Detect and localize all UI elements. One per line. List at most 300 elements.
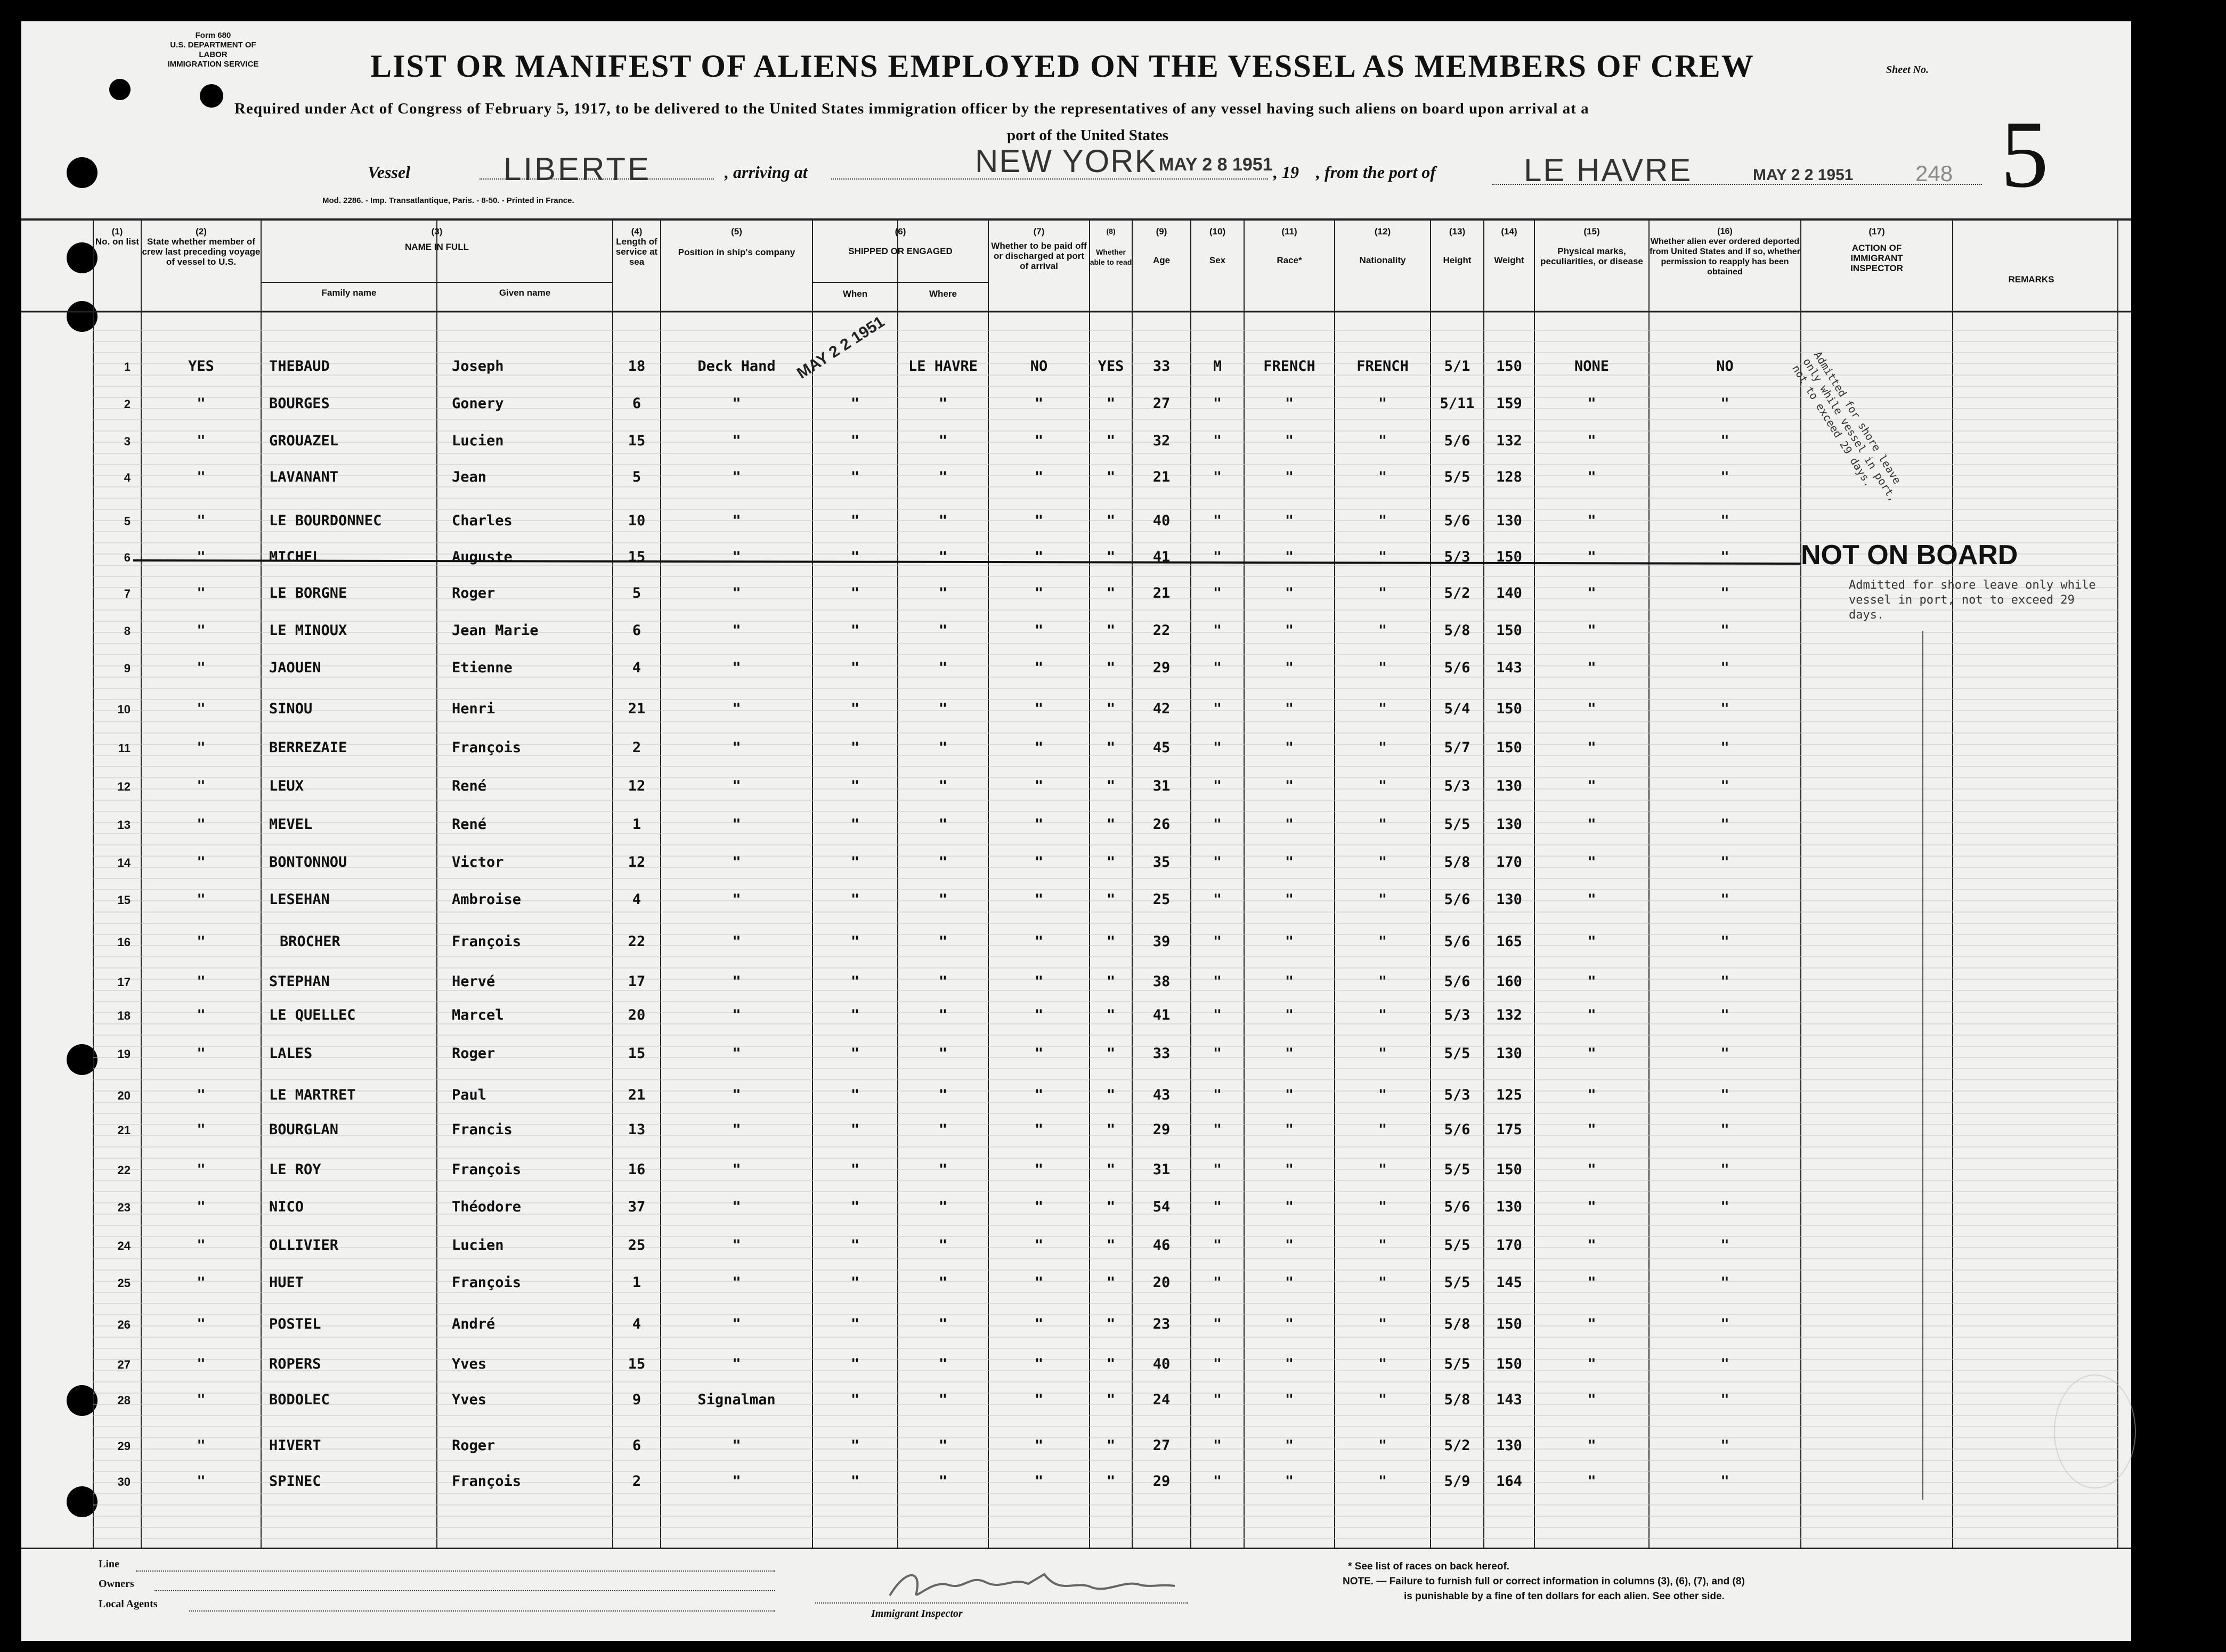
year-suffix: , 19	[1273, 162, 1299, 182]
age-cell: 26	[1152, 816, 1171, 833]
remarks-pencil-line	[1922, 631, 1923, 1500]
row-number: 9	[124, 662, 131, 675]
weight-cell: 143	[1496, 1391, 1522, 1408]
paid-off-cell: "	[1034, 891, 1044, 908]
previous-voyage-cell: "	[197, 933, 206, 950]
family-name-cell: LEUX	[269, 778, 304, 794]
previous-voyage-cell: "	[197, 512, 206, 529]
service-length-cell: 5	[632, 469, 641, 485]
service-length-cell: 17	[628, 973, 646, 990]
given-name-cell: François	[452, 1161, 522, 1178]
row-number: 2	[124, 397, 131, 411]
position-cell: "	[732, 622, 741, 639]
position-cell: "	[732, 1121, 741, 1138]
row-number: 19	[117, 1047, 131, 1061]
shipped-when-cell: "	[850, 1237, 860, 1254]
col-header-3: (3) NAME IN FULL	[405, 226, 469, 252]
seal-impression	[2054, 1374, 2136, 1488]
race-cell: "	[1285, 701, 1294, 717]
paid-off-cell: "	[1034, 433, 1044, 449]
given-name-cell: René	[452, 816, 487, 833]
row-number: 17	[117, 975, 131, 989]
nationality-cell: "	[1378, 1316, 1387, 1332]
service-length-cell: 6	[632, 395, 641, 412]
shipped-when-cell: "	[850, 1045, 860, 1062]
nationality-cell: "	[1378, 469, 1387, 485]
weight-cell: 130	[1496, 778, 1522, 794]
able-to-read-cell: "	[1106, 701, 1116, 717]
paid-off-cell: "	[1034, 1316, 1044, 1332]
able-to-read-cell: "	[1106, 1161, 1116, 1178]
race-cell: "	[1285, 739, 1294, 756]
physical-marks-cell: "	[1587, 1087, 1596, 1103]
previous-voyage-cell: "	[197, 469, 206, 485]
able-to-read-cell: "	[1106, 395, 1116, 412]
col-header-remarks: REMARKS	[2008, 274, 2054, 284]
paid-off-cell: "	[1034, 778, 1044, 794]
service-length-cell: 9	[632, 1391, 641, 1408]
family-name-cell: BOURGES	[269, 395, 330, 412]
physical-marks-cell: "	[1587, 816, 1596, 833]
able-to-read-cell: "	[1106, 549, 1116, 565]
row-number: 3	[124, 435, 131, 448]
shipped-when-cell: "	[850, 660, 860, 676]
when-header: When	[842, 289, 868, 299]
nationality-cell: "	[1378, 1045, 1387, 1062]
age-cell: 21	[1152, 469, 1171, 485]
row-number: 13	[117, 818, 131, 832]
arrival-date-stamp: MAY 2 8 1951	[1159, 154, 1273, 175]
weight-cell: 132	[1496, 1007, 1522, 1023]
deported-cell: "	[1720, 973, 1729, 990]
able-to-read-cell: "	[1106, 933, 1116, 950]
row-number: 1	[124, 360, 131, 373]
height-cell: 5/3	[1444, 1007, 1471, 1023]
previous-voyage-cell: "	[197, 1161, 206, 1178]
shipped-date-stamp: MAY 2 2 1951	[794, 313, 888, 383]
row-number: 14	[117, 856, 131, 869]
shipped-where-cell: "	[938, 973, 948, 990]
row-number: 23	[117, 1201, 131, 1214]
weight-cell: 130	[1496, 1199, 1522, 1215]
position-cell: "	[732, 891, 741, 908]
shipped-where-cell: "	[938, 854, 948, 870]
service-length-cell: 6	[632, 1437, 641, 1454]
col-header-2: (2) State whether member of crew last preceding voyage of vessel to U.S.	[142, 226, 261, 267]
given-name-cell: André	[452, 1316, 495, 1332]
shipped-when-cell: "	[850, 778, 860, 794]
physical-marks-cell: "	[1587, 933, 1596, 950]
sex-cell: M	[1213, 358, 1222, 375]
weight-cell: 150	[1496, 739, 1522, 756]
able-to-read-cell: YES	[1098, 358, 1124, 375]
weight-cell: 150	[1496, 358, 1522, 375]
shore-leave-stamp: Admitted for shore leave only while vessel in port, not to exceed 29 days.	[1789, 349, 1904, 504]
weight-cell: 150	[1496, 1161, 1522, 1178]
row-number: 15	[117, 893, 131, 907]
previous-voyage-cell: "	[197, 660, 206, 676]
previous-voyage-cell: "	[197, 585, 206, 601]
sex-cell: "	[1213, 1237, 1222, 1254]
given-name-cell: René	[452, 778, 487, 794]
shipped-where-cell: "	[938, 1087, 948, 1103]
weight-cell: 150	[1496, 622, 1522, 639]
height-cell: 5/3	[1444, 549, 1471, 565]
position-cell: "	[732, 660, 741, 676]
weight-cell: 130	[1496, 816, 1522, 833]
paid-off-cell: "	[1034, 1007, 1044, 1023]
paid-off-cell: "	[1034, 1356, 1044, 1372]
able-to-read-cell: "	[1106, 1316, 1116, 1332]
not-on-board-stamp: NOT ON BOARD	[1801, 540, 2018, 571]
age-cell: 43	[1152, 1087, 1171, 1103]
shipped-where-cell: "	[938, 622, 948, 639]
given-name-cell: Henri	[452, 701, 495, 717]
weight-cell: 160	[1496, 973, 1522, 990]
penalty-note-2: is punishable by a fine of ten dollars for each alien. See other side.	[1404, 1591, 1725, 1602]
family-name-header: Family name	[321, 288, 377, 298]
nationality-cell: FRENCH	[1356, 358, 1409, 375]
col-header-7: (7) Whether to be paid off or discharged at port of arrival	[991, 226, 1087, 271]
race-cell: "	[1285, 433, 1294, 449]
shipped-where-cell: "	[938, 512, 948, 529]
service-length-cell: 20	[628, 1007, 646, 1023]
sex-cell: "	[1213, 1199, 1222, 1215]
age-cell: 38	[1152, 973, 1171, 990]
shipped-when-cell: "	[850, 1473, 860, 1490]
age-cell: 39	[1152, 933, 1171, 950]
physical-marks-cell: "	[1587, 1473, 1596, 1490]
weight-cell: 143	[1496, 660, 1522, 676]
previous-voyage-cell: "	[197, 433, 206, 449]
where-header: Where	[929, 289, 957, 299]
nationality-cell: "	[1378, 933, 1387, 950]
service-length-cell: 6	[632, 622, 641, 639]
previous-voyage-cell: "	[197, 622, 206, 639]
previous-voyage-cell: "	[197, 1007, 206, 1023]
height-cell: 5/6	[1444, 1121, 1471, 1138]
position-cell: "	[732, 1161, 741, 1178]
shipped-when-cell: "	[850, 1437, 860, 1454]
sex-cell: "	[1213, 1473, 1222, 1490]
previous-voyage-cell: "	[197, 1274, 206, 1291]
shipped-where-cell: "	[938, 1316, 948, 1332]
row-number: 4	[124, 471, 131, 484]
shipped-when-cell: "	[850, 891, 860, 908]
race-cell: "	[1285, 1437, 1294, 1454]
shipped-when-cell: "	[850, 469, 860, 485]
family-name-cell: LE QUELLEC	[269, 1007, 356, 1023]
given-name-cell: Yves	[452, 1356, 487, 1372]
physical-marks-cell: "	[1587, 891, 1596, 908]
races-note: * See list of races on back hereof.	[1348, 1561, 1510, 1572]
service-length-cell: 16	[628, 1161, 646, 1178]
family-name-cell: HUET	[269, 1274, 304, 1291]
family-name-cell: SPINEC	[269, 1473, 321, 1490]
race-cell: "	[1285, 660, 1294, 676]
position-cell: "	[732, 1274, 741, 1291]
given-name-cell: Auguste	[452, 549, 513, 565]
given-name-cell: Yves	[452, 1391, 487, 1408]
service-length-cell: 2	[632, 1473, 641, 1490]
shipped-when-cell: "	[850, 933, 860, 950]
weight-cell: 159	[1496, 395, 1522, 412]
position-cell: "	[732, 854, 741, 870]
shipped-where-cell: "	[938, 1473, 948, 1490]
position-cell: Signalman	[697, 1391, 776, 1408]
physical-marks-cell: "	[1587, 1437, 1596, 1454]
shipped-when-cell: "	[850, 585, 860, 601]
previous-voyage-cell: "	[197, 854, 206, 870]
physical-marks-cell: "	[1587, 660, 1596, 676]
arrival-port: NEW YORK	[975, 143, 1157, 179]
shipped-when-cell: "	[850, 549, 860, 565]
shipped-where-cell: "	[938, 1437, 948, 1454]
paid-off-cell: "	[1034, 1161, 1044, 1178]
height-cell: 5/3	[1444, 1087, 1471, 1103]
height-cell: 5/5	[1444, 1237, 1471, 1254]
shipped-where-cell: LE HAVRE	[908, 358, 978, 375]
height-cell: 5/6	[1444, 433, 1471, 449]
sex-cell: "	[1213, 622, 1222, 639]
previous-voyage-cell: "	[197, 1199, 206, 1215]
requirement-line: Required under Act of Congress of February 5, 1917, to be delivered to the United States immigration officer by the representatives of any vessel having such aliens on board upon arrival at a	[234, 100, 1589, 117]
sex-cell: "	[1213, 1356, 1222, 1372]
service-length-cell: 12	[628, 778, 646, 794]
able-to-read-cell: "	[1106, 622, 1116, 639]
line-label: Line	[99, 1558, 119, 1570]
age-cell: 32	[1152, 433, 1171, 449]
race-cell: "	[1285, 622, 1294, 639]
physical-marks-cell: "	[1587, 1199, 1596, 1215]
position-cell: "	[732, 1045, 741, 1062]
sex-cell: "	[1213, 585, 1222, 601]
able-to-read-cell: "	[1106, 739, 1116, 756]
nationality-cell: "	[1378, 433, 1387, 449]
age-cell: 29	[1152, 1473, 1171, 1490]
race-cell: "	[1285, 512, 1294, 529]
position-cell: "	[732, 1007, 741, 1023]
given-name-cell: François	[452, 933, 522, 950]
able-to-read-cell: "	[1106, 1045, 1116, 1062]
race-cell: "	[1285, 585, 1294, 601]
paid-off-cell: "	[1034, 1087, 1044, 1103]
service-length-cell: 15	[628, 1356, 646, 1372]
paid-off-cell: "	[1034, 585, 1044, 601]
height-cell: 5/6	[1444, 933, 1471, 950]
deported-cell: "	[1720, 739, 1729, 756]
family-name-cell: LE MINOUX	[269, 622, 347, 639]
penalty-note: NOTE. — Failure to furnish full or correct information in columns (3), (6), (7), and (8)	[1343, 1576, 1745, 1587]
physical-marks-cell: "	[1587, 1316, 1596, 1332]
physical-marks-cell: "	[1587, 395, 1596, 412]
paid-off-cell: "	[1034, 395, 1044, 412]
weight-cell: 175	[1496, 1121, 1522, 1138]
row-number: 16	[117, 935, 131, 949]
paid-off-cell: "	[1034, 660, 1044, 676]
nationality-cell: "	[1378, 854, 1387, 870]
race-cell: "	[1285, 778, 1294, 794]
paid-off-cell: "	[1034, 933, 1044, 950]
shipped-when-cell: "	[850, 1087, 860, 1103]
height-cell: 5/2	[1444, 1437, 1471, 1454]
row-number: 21	[117, 1124, 131, 1137]
physical-marks-cell: "	[1587, 1237, 1596, 1254]
service-length-cell: 5	[632, 585, 641, 601]
deported-cell: NO	[1716, 358, 1734, 375]
position-cell: "	[732, 739, 741, 756]
nationality-cell: "	[1378, 512, 1387, 529]
given-name-cell: Gonery	[452, 395, 504, 412]
age-cell: 33	[1152, 1045, 1171, 1062]
height-cell: 5/2	[1444, 585, 1471, 601]
deported-cell: "	[1720, 1473, 1729, 1490]
physical-marks-cell: "	[1587, 701, 1596, 717]
weight-cell: 150	[1496, 549, 1522, 565]
local-agents-label: Local Agents	[99, 1598, 158, 1610]
age-cell: 45	[1152, 739, 1171, 756]
shipped-when-cell: "	[850, 1007, 860, 1023]
paid-off-cell: "	[1034, 1121, 1044, 1138]
sex-cell: "	[1213, 1045, 1222, 1062]
paid-off-cell: "	[1034, 816, 1044, 833]
race-cell: "	[1285, 1007, 1294, 1023]
service-length-cell: 1	[632, 1274, 641, 1291]
nationality-cell: "	[1378, 1161, 1387, 1178]
weight-cell: 150	[1496, 1356, 1522, 1372]
previous-voyage-cell: "	[197, 1437, 206, 1454]
sex-cell: "	[1213, 973, 1222, 990]
age-cell: 40	[1152, 512, 1171, 529]
weight-cell: 132	[1496, 433, 1522, 449]
able-to-read-cell: "	[1106, 1237, 1116, 1254]
position-cell: "	[732, 933, 741, 950]
nationality-cell: "	[1378, 1437, 1387, 1454]
family-name-cell: MEVEL	[269, 816, 313, 833]
nationality-cell: "	[1378, 1121, 1387, 1138]
family-name-cell: LE BORGNE	[269, 585, 347, 601]
weight-cell: 150	[1496, 701, 1522, 717]
service-length-cell: 15	[628, 433, 646, 449]
position-cell: "	[732, 816, 741, 833]
paid-off-cell: "	[1034, 1237, 1044, 1254]
previous-voyage-cell: "	[197, 891, 206, 908]
shipped-when-cell: "	[850, 973, 860, 990]
race-cell: "	[1285, 549, 1294, 565]
given-name-cell: Théodore	[452, 1199, 522, 1215]
shipped-where-cell: "	[938, 585, 948, 601]
position-cell: "	[732, 1237, 741, 1254]
paid-off-cell: NO	[1030, 358, 1048, 375]
deported-cell: "	[1720, 1007, 1729, 1023]
deported-cell: "	[1720, 1237, 1729, 1254]
shipped-when-cell: "	[850, 1199, 860, 1215]
age-cell: 31	[1152, 778, 1171, 794]
paid-off-cell: "	[1034, 701, 1044, 717]
sex-cell: "	[1213, 1316, 1222, 1332]
deported-cell: "	[1720, 1391, 1729, 1408]
nationality-cell: "	[1378, 973, 1387, 990]
given-name-cell: François	[452, 739, 522, 756]
given-name-cell: Jean Marie	[452, 622, 539, 639]
col-header-1: (1) No. on list	[95, 226, 140, 247]
position-cell: Deck Hand	[697, 358, 776, 375]
family-name-cell: LESEHAN	[269, 891, 330, 908]
able-to-read-cell: "	[1106, 1437, 1116, 1454]
physical-marks-cell: "	[1587, 778, 1596, 794]
given-name-cell: Roger	[452, 1437, 495, 1454]
nationality-cell: "	[1378, 1199, 1387, 1215]
family-name-cell: SINOU	[269, 701, 313, 717]
able-to-read-cell: "	[1106, 973, 1116, 990]
able-to-read-cell: "	[1106, 585, 1116, 601]
nationality-cell: "	[1378, 660, 1387, 676]
nationality-cell: "	[1378, 816, 1387, 833]
given-name-cell: Etienne	[452, 660, 513, 676]
service-length-cell: 13	[628, 1121, 646, 1138]
sheet-number: 5	[2001, 101, 2049, 207]
family-name-cell: HIVERT	[269, 1437, 321, 1454]
family-name-cell: BOURGLAN	[269, 1121, 339, 1138]
height-cell: 5/6	[1444, 1199, 1471, 1215]
family-name-cell: BERREZAIE	[269, 739, 347, 756]
paid-off-cell: "	[1034, 622, 1044, 639]
nationality-cell: "	[1378, 739, 1387, 756]
col-header-6: (6) SHIPPED OR ENGAGED	[848, 226, 953, 256]
deported-cell: "	[1720, 891, 1729, 908]
nationality-cell: "	[1378, 1007, 1387, 1023]
position-cell: "	[732, 469, 741, 485]
race-cell: "	[1285, 1199, 1294, 1215]
race-cell: "	[1285, 395, 1294, 412]
position-cell: "	[732, 1356, 741, 1372]
row-number: 11	[118, 742, 131, 755]
able-to-read-cell: "	[1106, 891, 1116, 908]
col-header-16: (16) Whether alien ever ordered deported from United States and if so, whether permission to reapply has been obtained	[1650, 227, 1800, 276]
deported-cell: "	[1720, 1121, 1729, 1138]
given-name-cell: Jean	[452, 469, 487, 485]
able-to-read-cell: "	[1106, 1199, 1116, 1215]
row-number: 26	[117, 1318, 131, 1331]
shipped-where-cell: "	[938, 469, 948, 485]
weight-cell: 128	[1496, 469, 1522, 485]
given-name-cell: Hervé	[452, 973, 495, 990]
age-cell: 42	[1152, 701, 1171, 717]
shipped-where-cell: "	[938, 739, 948, 756]
row-number: 12	[117, 780, 131, 793]
sex-cell: "	[1213, 1437, 1222, 1454]
able-to-read-cell: "	[1106, 1274, 1116, 1291]
service-length-cell: 4	[632, 1316, 641, 1332]
height-cell: 5/6	[1444, 891, 1471, 908]
given-name-cell: Francis	[452, 1121, 513, 1138]
sex-cell: "	[1213, 1087, 1222, 1103]
sex-cell: "	[1213, 1161, 1222, 1178]
shipped-where-cell: "	[938, 433, 948, 449]
deported-cell: "	[1720, 933, 1729, 950]
family-name-cell: JAOUEN	[269, 660, 321, 676]
weight-cell: 125	[1496, 1087, 1522, 1103]
deported-cell: "	[1720, 1199, 1729, 1215]
previous-voyage-cell: "	[197, 1121, 206, 1138]
physical-marks-cell: "	[1587, 1391, 1596, 1408]
able-to-read-cell: "	[1106, 660, 1116, 676]
height-cell: 5/5	[1444, 469, 1471, 485]
weight-cell: 164	[1496, 1473, 1522, 1490]
shipped-when-cell: "	[850, 1356, 860, 1372]
physical-marks-cell: "	[1587, 549, 1596, 565]
previous-voyage-cell: YES	[188, 358, 214, 375]
